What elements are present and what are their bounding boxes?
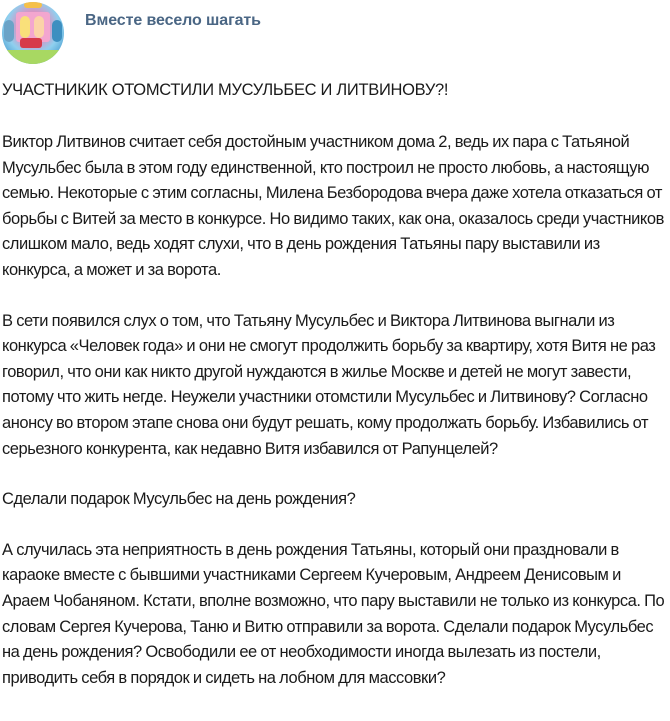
post-title: УЧАСТНИКИК ОТОМСТИЛИ МУСУЛЬБЕС И ЛИТВИНОВУ?! [2, 81, 449, 99]
post-paragraph-3: А случилась эта неприятность в день рождения Татьяны, который они праздновали в караоке вместе с бывшими участниками Сергеем Кучеровым, Андреем Денисовым и Араем Чобаняном. Кстати, вполне возможно, что пару выставили не только из конкурса. По словам Сергея Кучерова, Таню и Витю отправили за ворота. Сделали подарок Мусульбес на день рождения? Освободили ее от необходимости иногда вылезать из постели, приводить себя в порядок и сидеть на лобном для массовки? [2, 540, 665, 687]
post-header [0, 0, 670, 66]
post-paragraph-1: Виктор Литвинов считает себя достойным участником дома 2, ведь их пара с Татьяной Мусульбес была в этом году единственной, кто построил не просто любовь, а настоящую семью. Некоторые с этим согласны, Милена Безбородова вчера даже хотела отказаться от борьбы с Витей за место в конкурсе. Но видимо таких, как она, оказалось среди участников слишком мало, ведь ходят слухи, что в день рождения Татьяны пару выставили из конкурса, а может и за ворота. [2, 133, 664, 279]
post-body [2, 75, 668, 691]
group-name-link[interactable]: Вместе весело шагать [85, 12, 261, 29]
post-subheading: Сделали подарок Мусульбес на день рождения? [2, 490, 356, 509]
group-avatar[interactable] [2, 2, 64, 64]
post-paragraph-2: В сети появился слух о том, что Татьяну Мусульбес и Виктора Литвинова выгнали из конкурса «Человек года» и они не смогут продолжить борьбу за квартиру, хотя Витя не раз говорил, что они как никто другой нуждаются в жилье Москве и детей не могут завести, потому что жить негде. Неужели участники отомстили Мусульбес и Литвинову? Согласно анонсу во втором этапе снова они будут решать, кому продолжать борьбу. Избавились от серьезного конкурента, как недавно Витя избавился от Рапунцелей? [2, 311, 656, 458]
